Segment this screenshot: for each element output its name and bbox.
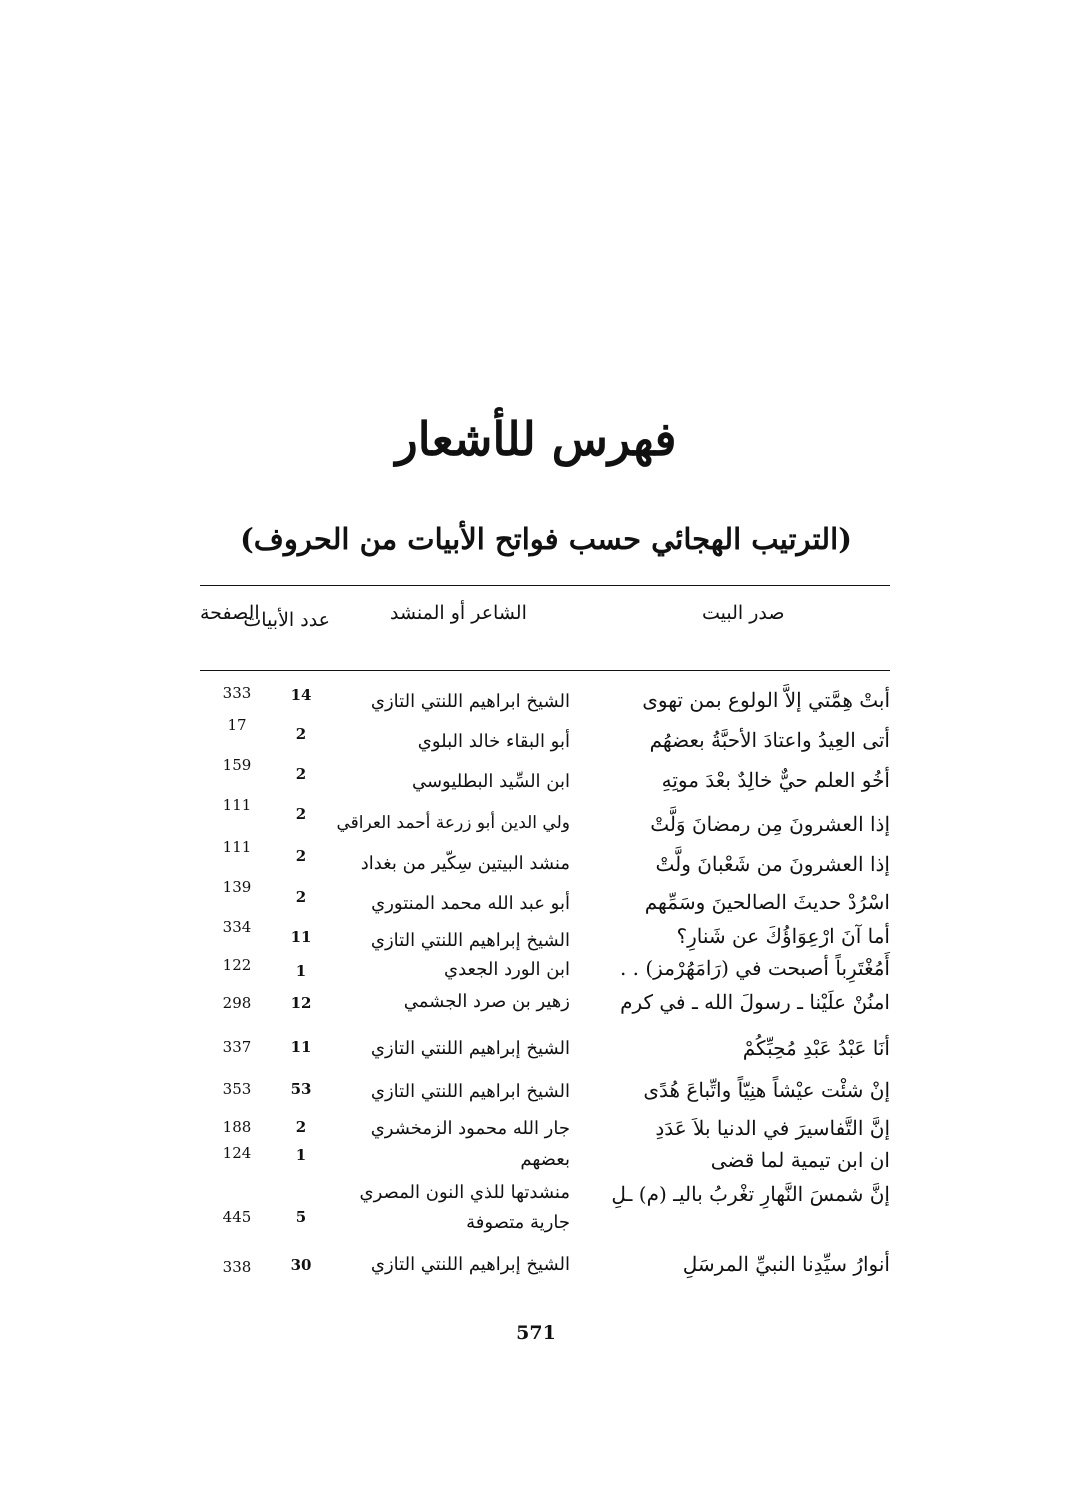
count-cell: 2 [295, 1118, 307, 1136]
page-cell: 445 [222, 1208, 252, 1226]
table-top-rule [200, 585, 890, 586]
verse-cell: امنُنْ علَيْنا ـ رسولَ الله ـ في كرم [620, 990, 890, 1014]
page-cell: 333 [222, 684, 252, 702]
count-cell: 1 [295, 962, 307, 980]
verse-cell: أبتْ هِمَّتي إلاَّ الولوع بمن تهوى [642, 688, 890, 712]
verse-cell: إذا العشرونَ مِن رمضانَ وَلَّتْ [650, 812, 890, 836]
table-header-rule [200, 670, 890, 671]
verse-cell: أَمُغْتَرِباً أصبحت في (رَامَهُرْمز) . . [619, 956, 890, 980]
verse-cell: اسْرُدْ حديثَ الصالحينَ وسَمِّهم [644, 890, 890, 914]
count-cell: 12 [290, 994, 312, 1012]
verse-cell: إذا العشرونَ من شَعْبانَ ولَّتْ [655, 852, 890, 876]
verse-cell: إنْ شئْت عيْشاً هنِيّاً واتِّباعَ هُدًى [643, 1078, 890, 1102]
verse-cell: أنَا عَبْدُ عَبْدِ مُحِبِّكُمْ [742, 1036, 890, 1060]
page-cell: 111 [222, 796, 252, 814]
page-cell: 337 [222, 1038, 252, 1056]
poet-cell: أبو البقاء خالد البلوي [417, 731, 570, 752]
count-cell: 11 [290, 928, 312, 946]
count-cell: 11 [290, 1038, 312, 1056]
poet-cell: الشيخ ابراهيم اللنتي التازي [370, 1081, 570, 1102]
count-cell: 2 [295, 888, 307, 906]
count-cell: 1 [295, 1146, 307, 1164]
count-cell: 5 [295, 1208, 307, 1226]
page-cell: 188 [222, 1118, 252, 1136]
poet-cell: الشيخ ابراهيم اللنتي التازي [370, 691, 570, 712]
verse-cell: ان ابن تيمية لما قضى [710, 1148, 890, 1172]
page-cell: 111 [222, 838, 252, 856]
header-count: عدد الأبيات [243, 609, 330, 631]
poet-cell: الشيخ إبراهيم اللنتي التازي [370, 930, 570, 951]
page-subtitle: (الترتيب الهجائي حسب فواتح الأبيات من الحروف) [240, 522, 852, 556]
page-cell: 122 [222, 956, 252, 974]
page-cell: 298 [222, 994, 252, 1012]
poet-cell: منشدتها للذي النون المصري [359, 1182, 570, 1203]
poet-cell: بعضهم [520, 1149, 570, 1170]
count-cell: 2 [295, 847, 307, 865]
page-cell: 159 [222, 756, 252, 774]
page-cell: 124 [222, 1144, 252, 1162]
count-cell: 2 [295, 765, 307, 783]
poet-cell: منشد البيتين سِكّير من بغداد [360, 853, 570, 874]
page-cell: 139 [222, 878, 252, 896]
poet-cell: أبو عبد الله محمد المنتوري [371, 893, 570, 914]
poet-cell: الشيخ إبراهيم اللنتي التازي [370, 1254, 570, 1275]
header-poet: الشاعر أو المنشد [390, 602, 527, 624]
page-cell: 334 [222, 918, 252, 936]
header-page: الصفحة [200, 602, 260, 624]
page-cell: 338 [222, 1258, 252, 1276]
page-title: فهرس للأشعار [395, 412, 677, 466]
poet-cell: ولي الدين أبو زرعة أحمد العراقي [336, 813, 570, 833]
count-cell: 14 [290, 686, 312, 704]
poet-cell-line2: جارية متصوفة [466, 1212, 570, 1233]
page-number: 571 [516, 1322, 556, 1344]
page-cell: 17 [227, 716, 247, 734]
poet-cell: جار الله محمود الزمخشري [370, 1118, 570, 1139]
verse-cell: إنَّ شمسَ النَّهارِ تغْربُ باليـ (م) ـلِ [611, 1182, 890, 1206]
poet-cell: ابن الورد الجعدي [444, 959, 570, 980]
poet-cell: الشيخ إبراهيم اللنتي التازي [370, 1038, 570, 1059]
count-cell: 53 [290, 1080, 312, 1098]
verse-cell: أتى العِيدُ واعتادَ الأحبَّةُ بعضهُم [649, 728, 890, 752]
poem-index-table [200, 672, 890, 1302]
count-cell: 2 [295, 725, 307, 743]
poet-cell: ابن السِّيد البطليوسي [411, 771, 570, 792]
page-cell: 353 [222, 1080, 252, 1098]
header-verse: صدر البيت [702, 602, 785, 624]
verse-cell: إنَّ التَّفاسيرَ في الدنيا بلاَ عَدَدِ [655, 1116, 890, 1140]
verse-cell: أما آنَ ارْعِوَاؤُكَ عن شَنارِ؟ [676, 924, 890, 948]
poet-cell: زهير بن صرد الجشمي [403, 991, 570, 1012]
count-cell: 2 [295, 805, 307, 823]
verse-cell: أخُو العلم حيٌّ خالِدٌ بعْدَ موتِهِ [661, 768, 890, 792]
verse-cell: أنوارُ سيِّدِنا النبيِّ المرسَلِ [682, 1252, 890, 1276]
count-cell: 30 [290, 1256, 312, 1274]
